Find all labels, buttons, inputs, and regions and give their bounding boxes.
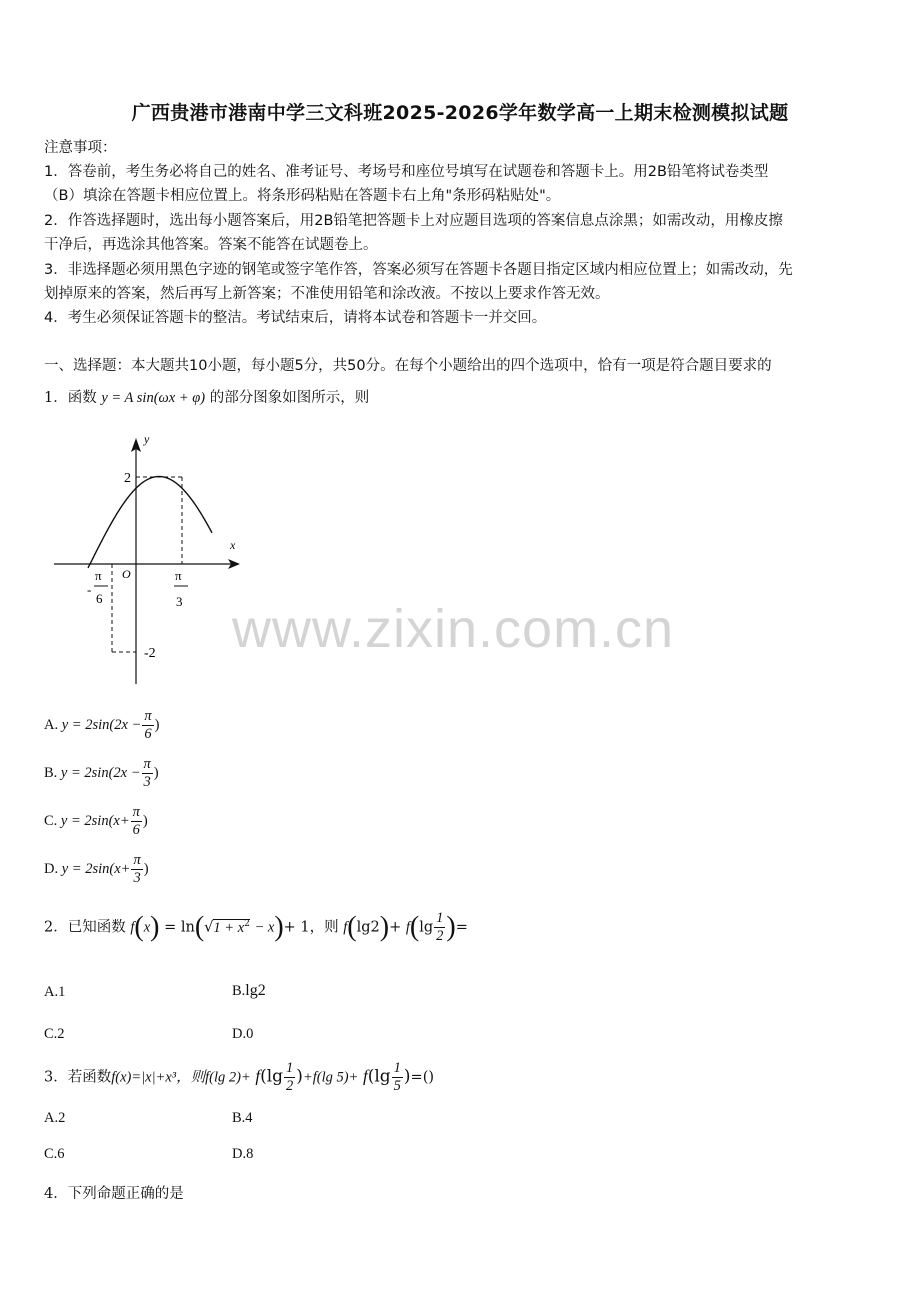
question-text: ，则 [309, 919, 339, 936]
function-f: f [255, 1066, 261, 1086]
function-f: f [362, 1066, 368, 1086]
option-close: ) [153, 764, 159, 781]
option-label: A. [44, 716, 59, 733]
paren-open: ( [134, 911, 144, 943]
q3-option-b[interactable]: B.4 [232, 1110, 253, 1126]
option-formula: y = 2sin(2x − [60, 764, 141, 781]
q2-option-d[interactable]: D.0 [232, 1026, 254, 1042]
x-left-den: 6 [96, 591, 103, 606]
option-value: lg2 [245, 982, 266, 999]
question-number: 1． [44, 390, 68, 406]
x-left-sign: - [87, 582, 92, 597]
function-f: f [405, 919, 410, 936]
sqrt-exponent: 2 [244, 918, 250, 929]
equals-empty: =() [410, 1069, 435, 1086]
y-axis-label: y [144, 432, 150, 446]
sine-curve [88, 477, 212, 568]
origin-label: O [122, 567, 131, 581]
question-text: 的部分图象如图所示，则 [209, 390, 370, 406]
q2-option-b[interactable] [232, 982, 266, 1000]
equals-ln: = ln [164, 919, 195, 936]
equals-sign: = [455, 919, 468, 936]
y-min-label: -2 [144, 646, 156, 661]
question-1-stem [44, 386, 369, 407]
fraction [284, 1060, 295, 1095]
note-line-6: 划掉原来的答案，然后再写上新答案；不准使用铅笔和涂改液。不按以上要求作答无效。 [44, 286, 610, 302]
function-f: f [343, 919, 348, 936]
q2-option-c[interactable]: C.2 [44, 1026, 65, 1042]
y-max-label: 2 [124, 471, 131, 486]
sqrt-body: 1 + x [213, 919, 245, 936]
q3-option-d[interactable]: D.8 [232, 1146, 254, 1162]
q1-option-b[interactable] [44, 756, 159, 791]
lg: lg [419, 919, 434, 936]
fraction-den: 3 [133, 870, 141, 886]
fraction-num: π [133, 852, 141, 868]
q1-option-a[interactable] [44, 708, 159, 743]
x-right-den: 3 [176, 594, 183, 609]
plus-sign: + [389, 919, 402, 936]
x-left-num: π [95, 568, 102, 583]
fraction-den: 5 [393, 1078, 401, 1094]
option-label: D. [44, 860, 59, 877]
q2-option-a[interactable]: A.1 [44, 984, 66, 1000]
lg: (lg [367, 1066, 391, 1087]
option-close: ) [154, 716, 160, 733]
fraction-num: π [132, 804, 140, 820]
x-axis-label: x [230, 538, 236, 552]
option-label: C. [44, 812, 58, 829]
expr-part: +f(lg 5)+ [302, 1069, 359, 1086]
question-number: 2． [44, 919, 68, 936]
sine-graph [50, 428, 250, 690]
paren-close: ) [150, 911, 160, 943]
q1-option-d[interactable] [44, 852, 149, 887]
note-line-1: 1．答卷前，考生务必将自己的姓名、准考证号、考场号和座位号填写在试题卷和答题卡上。用2B铅笔将试卷类型 [44, 164, 769, 180]
sqrt-radicand [213, 919, 249, 936]
fraction-num: π [144, 708, 152, 724]
plus-one: + 1 [283, 919, 310, 936]
q1-option-c[interactable] [44, 804, 148, 839]
question-4-stem [44, 1182, 184, 1203]
minus-x: − x [254, 919, 275, 936]
fraction [142, 756, 153, 791]
question-text: 若函数 [67, 1069, 112, 1086]
paren-close: ) [379, 911, 390, 943]
fraction-num: 1 [286, 1060, 294, 1076]
expr-part: f(lg 2)+ [205, 1069, 251, 1086]
section-heading: 一、选择题：本大题共10小题，每小题5分，共50分。在每个小题给出的四个选项中，恰有一项是符合题目要求的 [44, 358, 772, 374]
q3-option-a[interactable]: A.2 [44, 1110, 66, 1126]
note-line-3: 2．作答选择题时，选出每小题答案后，用2B铅笔把答题卡上对应题目选项的答案信息点涂黑；如需改动，用橡皮擦 [44, 213, 783, 229]
fraction-den: 2 [436, 928, 444, 944]
option-close: ) [143, 860, 149, 877]
paren-close: ) [446, 911, 456, 943]
watermark: www.zixin.com.cn [232, 599, 675, 659]
function-definition: f(x)=|x|+x³，则 [111, 1069, 206, 1086]
function-arg: x [143, 919, 151, 936]
option-formula: y = 2sin(x+ [60, 812, 130, 829]
fraction-den: 6 [144, 726, 152, 742]
note-line-4: 干净后，再选涂其他答案。答案不能答在试题卷上。 [44, 237, 378, 253]
fraction [434, 910, 445, 945]
fraction [131, 804, 142, 839]
fraction-num: 1 [436, 910, 444, 926]
function-f: f [130, 919, 135, 936]
paren-close: ) [274, 911, 284, 943]
paren-close: ) [296, 1066, 303, 1087]
paren-open: ( [347, 911, 357, 943]
option-formula: y = 2sin(x+ [61, 860, 131, 877]
page-title: 广西贵港市港南中学三文科班2025-2026学年数学高一上期末检测模拟试题 [131, 102, 789, 124]
question-3-stem [44, 1060, 434, 1095]
formula: y = A sin(ωx + φ) [101, 390, 206, 406]
lg2: lg2 [356, 919, 380, 936]
note-line-7: 4．考生必须保证答题卡的整洁。考试结束后，请将本试卷和答题卡一并交回。 [44, 310, 547, 326]
paren-close: ) [403, 1066, 411, 1087]
question-text: 函数 [67, 390, 97, 406]
note-line-5: 3．非选择题必须用黑色字迹的钢笔或签字笔作答，答案必须写在答题卡各题目指定区域内相应位置上；如需改动，先 [44, 262, 793, 278]
fraction-num: π [143, 756, 151, 772]
paren-open: ( [194, 911, 205, 943]
fraction [131, 852, 142, 887]
question-2-stem [44, 910, 468, 945]
x-right-num: π [175, 568, 182, 583]
fraction-den: 2 [286, 1078, 294, 1094]
question-number: 3． [44, 1069, 68, 1086]
sqrt-sign: √ [204, 919, 214, 936]
option-label: B. [232, 983, 246, 999]
question-text: 下列命题正确的是 [67, 1186, 184, 1202]
fraction-den: 6 [132, 822, 140, 838]
question-number: 4． [44, 1186, 68, 1202]
question-text: 已知函数 [67, 919, 126, 936]
note-line-2: （B）填涂在答题卡相应位置上。将条形码粘贴在答题卡右上角"条形码粘贴处"。 [44, 188, 561, 204]
fraction-den: 3 [143, 774, 151, 790]
option-label: B. [44, 764, 58, 781]
q3-option-c[interactable]: C.6 [44, 1146, 65, 1162]
fraction-num: 1 [393, 1060, 401, 1076]
paren-open: ( [409, 911, 420, 943]
option-formula: y = 2sin(2x − [61, 716, 142, 733]
fraction [142, 708, 153, 743]
fraction [392, 1060, 403, 1095]
notes-heading: 注意事项： [44, 140, 117, 156]
lg: (lg [260, 1066, 284, 1087]
option-close: ) [142, 812, 148, 829]
